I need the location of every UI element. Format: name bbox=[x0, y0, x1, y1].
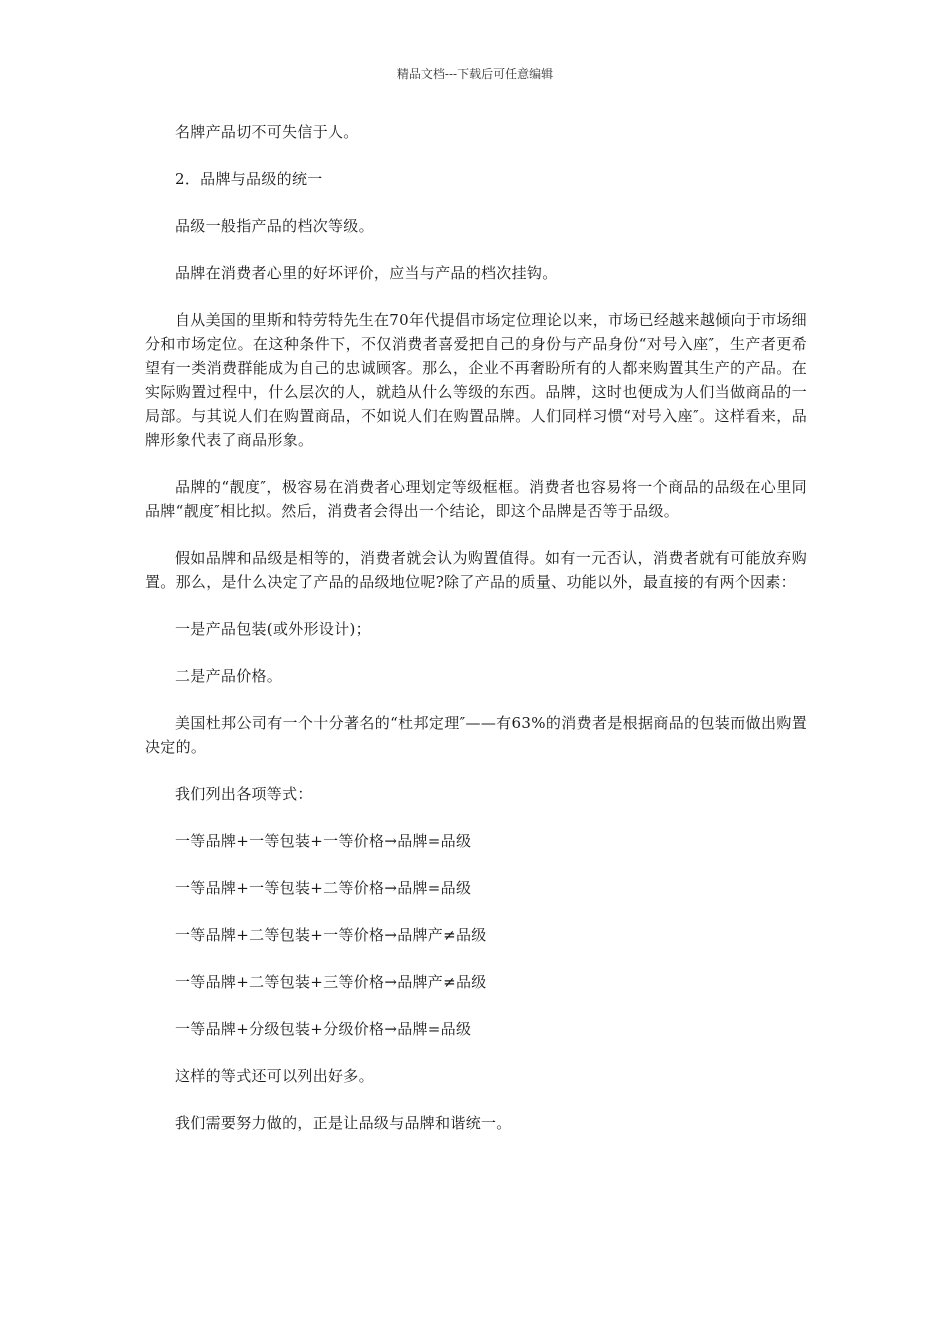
equation-line: 一等品牌+分级包装+分级价格→品牌=品级 bbox=[175, 1020, 472, 1038]
equation-line: 一等品牌+一等包装+一等价格→品牌=品级 bbox=[175, 832, 472, 850]
page-header: 精品文档---下载后可任意编辑 bbox=[396, 67, 554, 81]
equation-line: 一等品牌+一等包装+二等价格→品牌=品级 bbox=[175, 879, 472, 897]
paragraph: 自从美国的里斯和特劳特先生在70年代提倡市场定位理论以来，市场已经越来越倾向于市场细分和市场定位。在这种条件下，不仅消费者喜爱把自己的身份与产品身份“对号入座″，生产者更希望有一类消费群能成为自己的忠诚顾客。那么，企业不再奢盼所有的人都来购置其生产的产品。在实际购置过程中，什么层次的人，就趋从什么等级的东西。品牌，这时也便成为人们当做商品的一局部。与其说人们在购置商品，不如说人们在购置品牌。人们同样习惯“对号入座″。这样看来，品牌形象代表了商品形象。 bbox=[145, 311, 807, 449]
equation-line: 一等品牌+二等包装+三等价格→品牌产≠品级 bbox=[175, 973, 487, 991]
paragraph: 二是产品价格。 bbox=[175, 667, 283, 685]
paragraph: 品牌的“靓度″，极容易在消费者心理划定等级框框。消费者也容易将一个商品的品级在心里同品牌“靓度″相比拟。然后，消费者会得出一个结论，即这个品牌是否等于品级。 bbox=[145, 478, 807, 520]
section-heading: 2．品牌与品级的统一 bbox=[175, 170, 323, 188]
paragraph: 美国杜邦公司有一个十分著名的“杜邦定理″——有63%的消费者是根据商品的包装而做出购置决定的。 bbox=[145, 714, 807, 756]
paragraph: 一是产品包装(或外形设计)； bbox=[175, 620, 371, 638]
paragraph: 我们需要努力做的，正是让品级与品牌和谐统一。 bbox=[175, 1114, 512, 1132]
paragraph: 名牌产品切不可失信于人。 bbox=[175, 123, 359, 141]
equation-line: 一等品牌+二等包装+一等价格→品牌产≠品级 bbox=[175, 926, 487, 944]
paragraph: 我们列出各项等式： bbox=[175, 785, 313, 803]
paragraph: 假如品牌和品级是相等的，消费者就会认为购置值得。如有一元否认，消费者就有可能放弃购置。那么，是什么决定了产品的品级地位呢?除了产品的质量、功能以外，最直接的有两个因素： bbox=[145, 549, 807, 591]
document-body bbox=[145, 120, 807, 1158]
paragraph: 这样的等式还可以列出好多。 bbox=[175, 1067, 374, 1085]
paragraph: 品级一般指产品的档次等级。 bbox=[175, 217, 374, 235]
paragraph: 品牌在消费者心里的好坏评价，应当与产品的档次挂钩。 bbox=[175, 264, 558, 282]
